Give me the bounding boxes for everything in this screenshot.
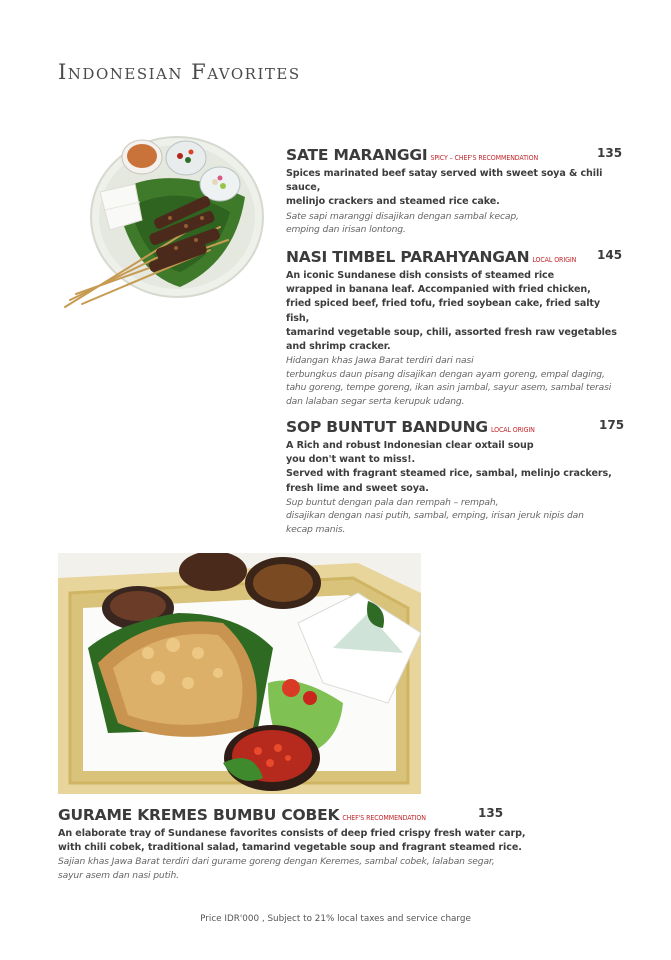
dish-translation: Hidangan khas Jawa Barat terdiri dari nasi terbungkus daun pisang disajikan dengan ayam goreng, empal daging, tahu goreng, tempe goreng, ikan asin jambal, sayur asem, sambal terasi dan lalaban segar serta kerupuk udang. [286,355,612,407]
dish-price: 135 [597,146,623,160]
dish-sate-maranggi [286,145,626,237]
dish-name: NASI TIMBEL PARAHYANGAN [286,248,530,266]
dish-translation: Sajian khas Jawa Barat terdiri dari gurame goreng dengan Keremes, sambal cobek, lalaban segar, sayur asem dan nasi putih. [58,856,495,881]
dish-description: An elaborate tray of Sundanese favorites consists of deep fried crispy fresh water carp, with chili cobek, traditional salad, tamarind vegetable soup and fragrant steamed rice. [58,828,526,854]
dish-price: 135 [478,806,504,820]
dish-name: SATE MARANGGI [286,146,428,164]
dish-price: 175 [599,418,625,432]
dish-tag: LOCAL ORIGIN [532,256,577,264]
dish-price: 145 [597,248,623,262]
dish-gurame-kremes-bumbu-cobek [58,805,528,883]
dish-translation: Sate sapi maranggi disajikan dengan sambal kecap, emping dan irisan lontong. [286,210,519,236]
dish-description: An iconic Sundanese dish consists of steamed rice wrapped in banana leaf. Accompanied with fried chicken, fried spiced beef, fried tofu, fried soybean cake, fried salty fish, tamarind vegetable soup, chili, assorted fresh raw vegetables and shrimp cracker. [286,270,617,353]
dish-name: GURAME KREMES BUMBU COBEK [58,806,340,824]
dish-name: SOP BUNTUT BANDUNG [286,418,488,436]
dish-description: Spices marinated beef satay served with sweet soya & chili sauce, melinjo crackers and steamed rice cake. [286,168,603,208]
page-title: Indonesian Favorites [58,60,301,84]
gurame-kremes-photo [58,553,421,794]
dish-translation: Sup buntut dengan pala dan rempah – rempah, disajikan dengan nasi putih, sambal, emping, irisan jeruk nipis dan kecap manis. [286,496,584,535]
dish-description: A Rich and robust Indonesian clear oxtail soup you don't want to miss!. Served with fragrant steamed rice, sambal, melinjo crackers, fresh lime and sweet soya. [286,440,612,494]
dish-tag: CHEF'S RECOMMENDATION [342,814,426,822]
sate-maranggi-photo [60,122,265,312]
dish-nasi-timbel-parahyangan [286,247,626,409]
dish-tag: LOCAL ORIGIN [490,426,535,434]
price-footnote: Price IDR'000 , Subject to 21% local taxes and service charge [200,914,471,924]
dish-sop-buntut-bandung [286,417,626,537]
dish-tag: SPICY – CHEF'S RECOMMENDATION [430,154,539,162]
